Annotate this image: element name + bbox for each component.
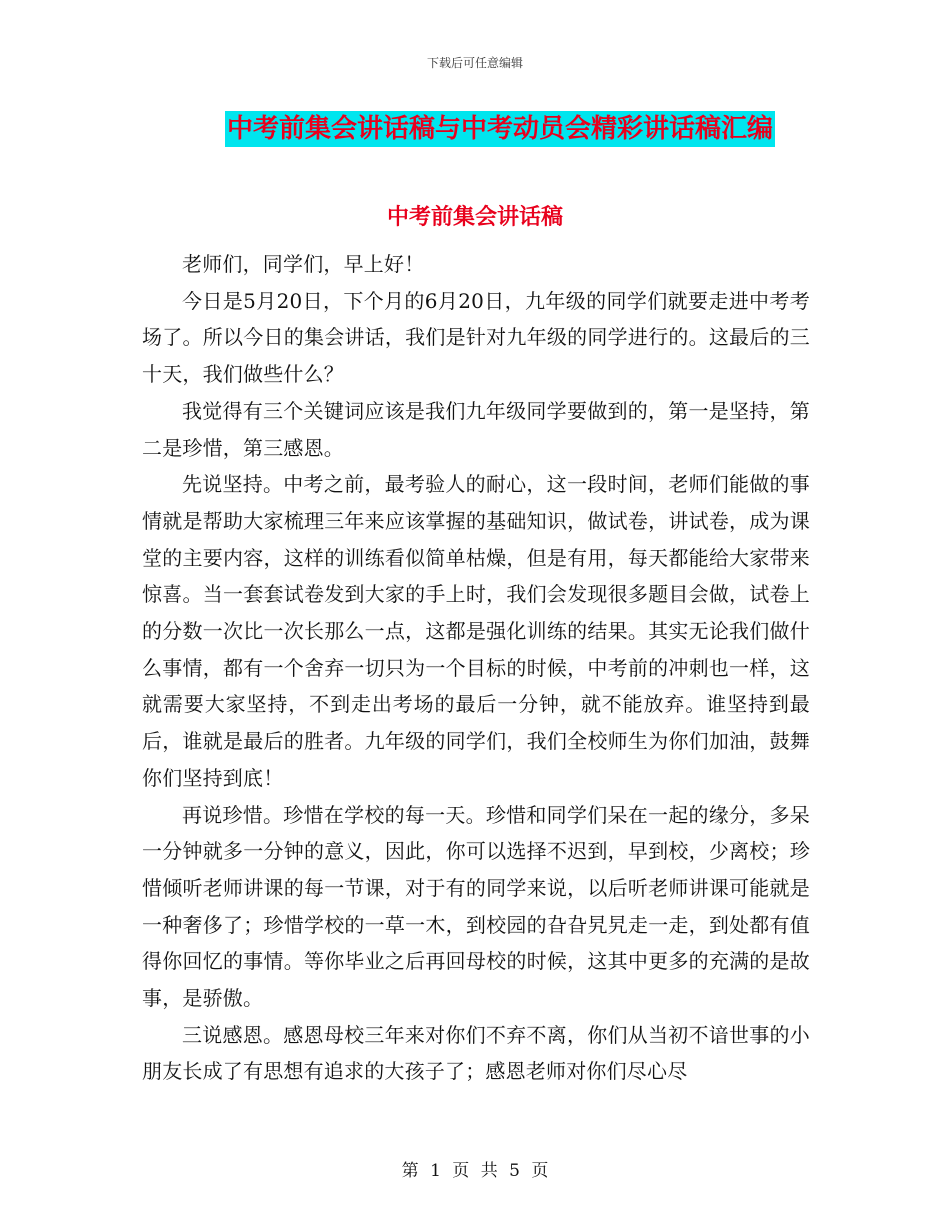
- paragraph: 我觉得有三个关键词应该是我们九年级同学要做到的，第一是坚持，第二是珍惜，第三感恩。: [142, 398, 810, 460]
- paragraph: 先说坚持。中考之前，最考验人的耐心，这一段时间，老师们能做的事情就是帮助大家梳理三年来应该掌握的基础知识，做试卷，讲试卷，成为课堂的主要内容，这样的训练看似简单枯燥，但是有用，每天都能给大家带来惊喜。当一套套试卷发到大家的手上时，我们会发现很多题目会做，试卷上的分数一次比一次长那么一点，这都是强化训练的结果。其实无论我们做什么事情，都有一个舍弃一切只为一个目标的时候，中考前的冲刺也一样，这就需要大家坚持，不到走出考场的最后一分钟，就不能放弃。谁坚持到最后，谁就是最后的胜者。九年级的同学们，我们全校师生为你们加油，鼓舞你们坚持到底！: [142, 472, 810, 790]
- page-header-note: 下载后可任意编辑: [426, 56, 523, 70]
- document-title: 中考前集会讲话稿与中考动员会精彩讲话稿汇编: [225, 111, 775, 147]
- document-body: [142, 246, 810, 1090]
- page-number-footer: 第 1 页 共 5 页: [401, 1161, 549, 1181]
- paragraph: 三说感恩。感恩母校三年来对你们不弃不离，你们从当初不谙世事的小朋友长成了有思想有追求的大孩子了；感恩老师对你们尽心尽: [142, 1022, 810, 1084]
- document-title-container: [0, 111, 950, 147]
- paragraph: 老师们，同学们，早上好！: [182, 252, 425, 276]
- paragraph: 今日是5月20日，下个月的6月20日，九年级的同学们就要走进中考考场了。所以今日的集会讲话，我们是针对九年级的同学进行的。这最后的三十天，我们做些什么？: [142, 288, 810, 387]
- section-title: 中考前集会讲话稿: [386, 205, 563, 230]
- paragraph: 再说珍惜。珍惜在学校的每一天。珍惜和同学们呆在一起的缘分，多呆一分钟就多一分钟的意义，因此，你可以选择不迟到，早到校，少离校；珍惜倾听老师讲课的每一节课，对于有的同学来说，以后听老师讲课可能就是一种奢侈了；珍惜学校的一草一木，到校园的旮旮旯旯走一走，到处都有值得你回忆的事情。等你毕业之后再回母校的时候，这其中更多的充满的是故事，是骄傲。: [142, 802, 810, 1011]
